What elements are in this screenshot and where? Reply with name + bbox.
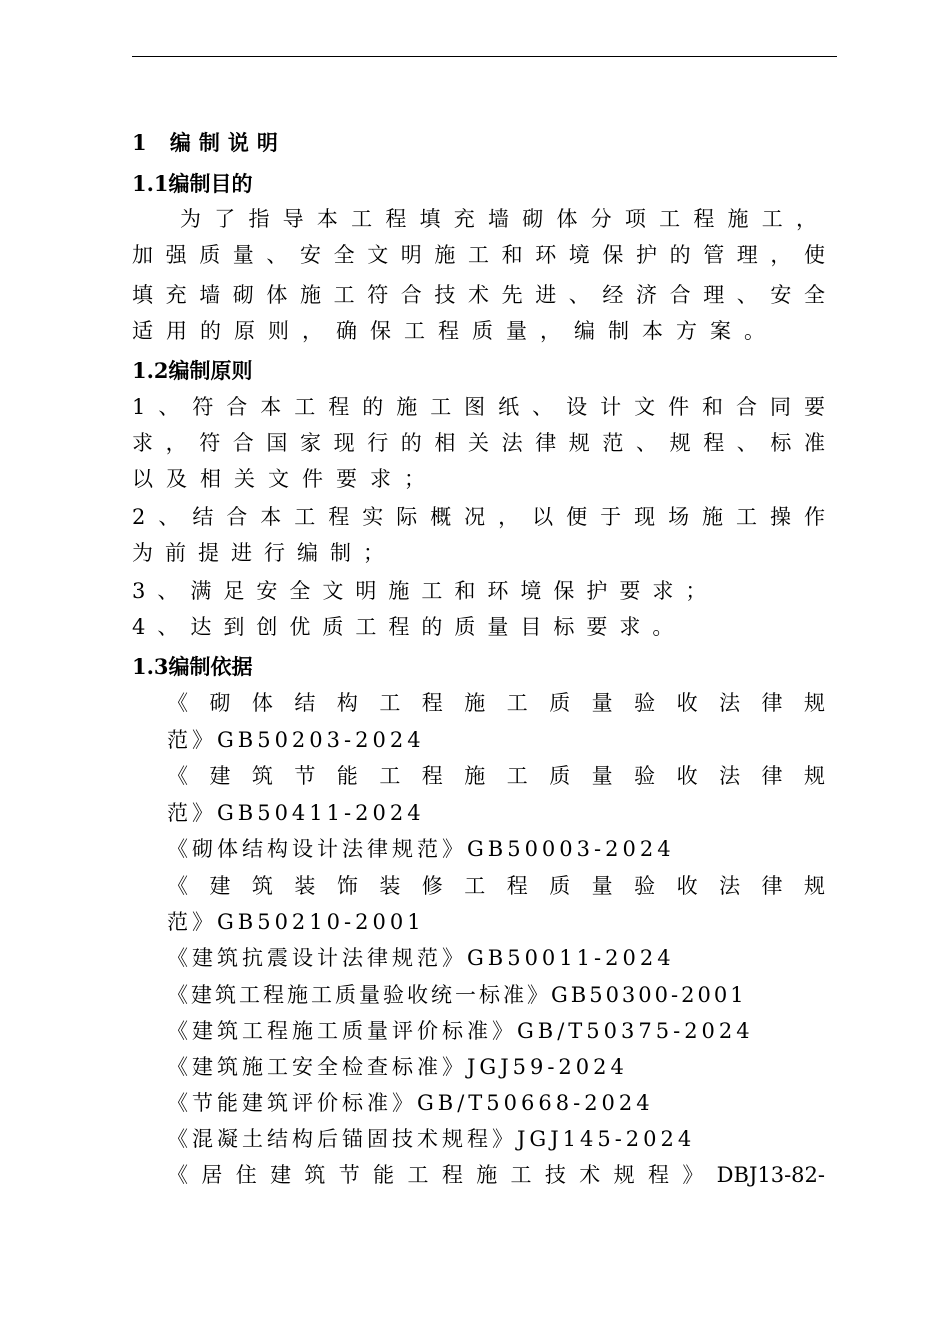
reference-item: 范》GB50411-2024 — [167, 801, 425, 825]
paragraph-line: 为了指导本工程填充墙砌体分项工程施工， — [180, 207, 825, 231]
list-item: 3、满足安全文明施工和环境保护要求； — [132, 579, 719, 603]
paragraph-line: 适用的原则，确保工程质量，编制本方案。 — [132, 319, 778, 343]
reference-item: 《建筑抗震设计法律规范》GB50011-2024 — [167, 946, 675, 970]
heading-1-2: 1.2编制原则 — [132, 358, 253, 383]
list-item: 2、结合本工程实际概况，以便于现场施工操作 — [132, 505, 825, 529]
paragraph-line: 加强质量、安全文明施工和环境保护的管理，使 — [132, 243, 825, 267]
section-title: 1 编制说明 — [132, 130, 286, 155]
list-item: 1、符合本工程的施工图纸、设计文件和合同要 — [132, 395, 825, 419]
paragraph-line: 填充墙砌体施工符合技术先进、经济合理、安全 — [132, 283, 825, 307]
reference-item: 《节能建筑评价标准》GB/T50668-2024 — [167, 1091, 654, 1115]
heading-1-1: 1.1编制目的 — [132, 171, 253, 196]
list-item: 4、达到创优质工程的质量目标要求。 — [132, 615, 686, 639]
reference-item: 《建筑工程施工质量验收统一标准》GB50300-2001 — [167, 983, 747, 1007]
list-item: 为前提进行编制； — [132, 541, 396, 565]
header-rule — [132, 56, 837, 57]
reference-item: 《建筑装饰装修工程质量验收法律规 — [167, 874, 825, 898]
reference-item: 《砌体结构设计法律规范》GB50003-2024 — [167, 837, 675, 861]
reference-item: 《建筑施工安全检查标准》JGJ59-2024 — [167, 1055, 628, 1079]
list-item: 以及相关文件要求； — [132, 467, 438, 491]
reference-item: 范》GB50203-2024 — [167, 728, 425, 752]
reference-item: 《建筑节能工程施工质量验收法律规 — [167, 764, 825, 788]
reference-item: 《混凝土结构后锚固技术规程》JGJ145-2024 — [167, 1127, 696, 1151]
reference-item: 《建筑工程施工质量评价标准》GB/T50375-2024 — [167, 1019, 754, 1043]
reference-item: 《居住建筑节能工程施工技术规程》DBJ13-82- — [167, 1163, 825, 1187]
reference-item: 范》GB50210-2001 — [167, 910, 425, 934]
heading-1-3: 1.3编制依据 — [132, 654, 253, 679]
reference-item: 《砌体结构工程施工质量验收法律规 — [167, 691, 825, 715]
list-item: 求，符合国家现行的相关法律规范、规程、标准 — [132, 431, 825, 455]
